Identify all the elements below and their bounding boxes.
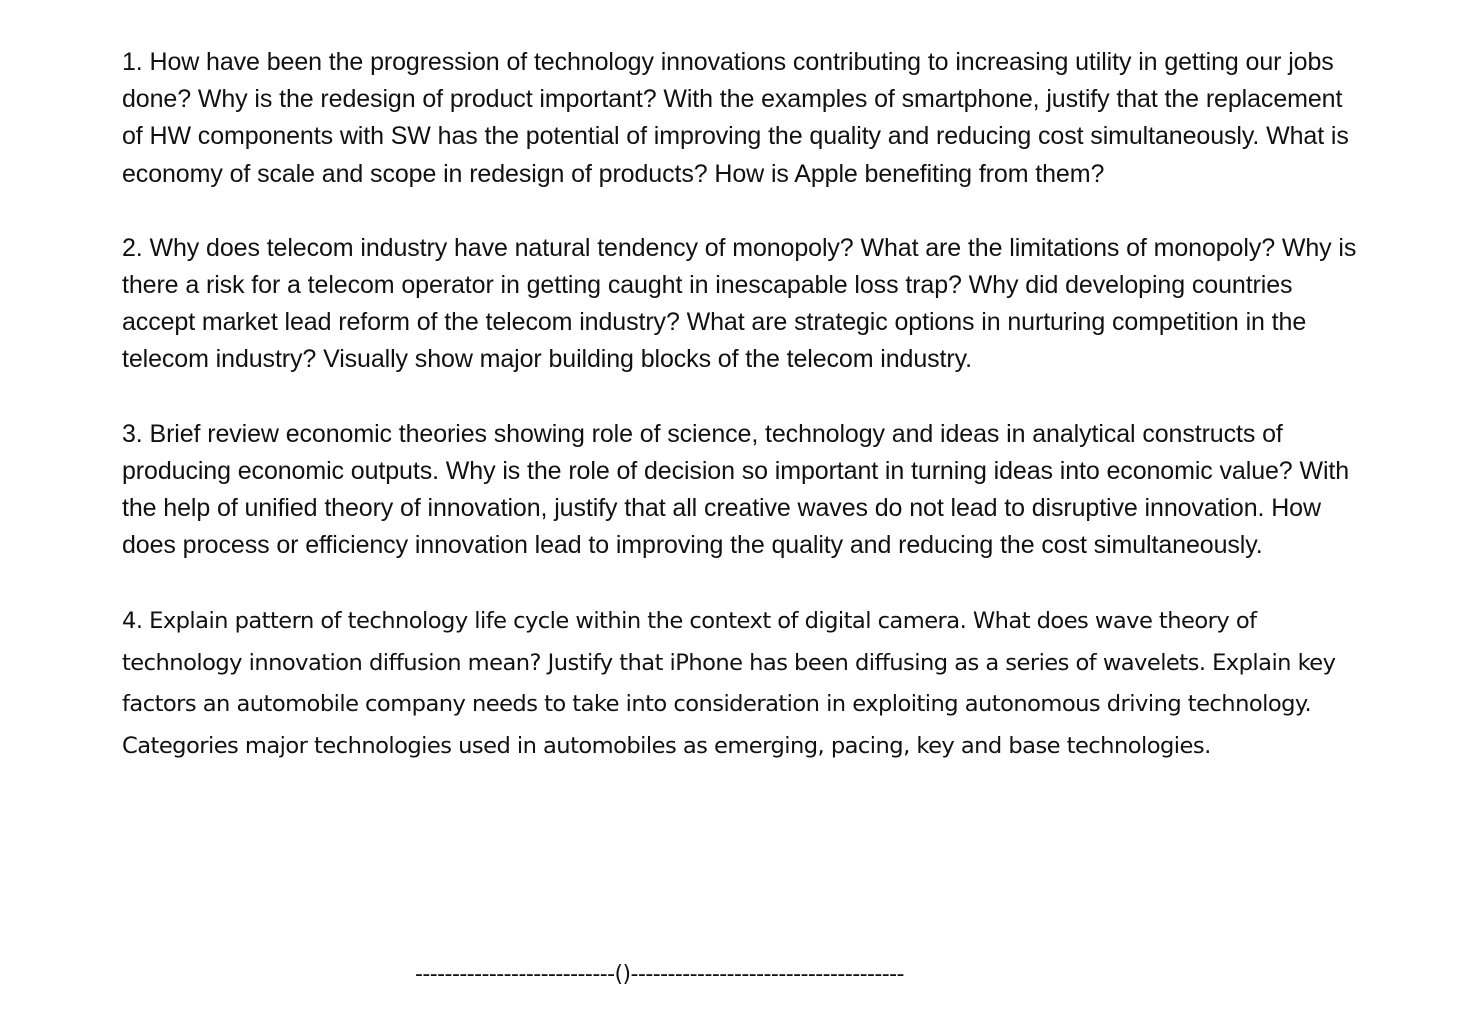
end-marker: ---------------------------()------------------------------------- bbox=[415, 962, 904, 987]
question-list bbox=[122, 44, 1362, 767]
question-1: 1. How have been the progression of technology innovations contributing to increasing utility in getting our jobs done? Why is the redesign of product important? With the examples of smartphone, justify that the replacement of HW components with SW has the potential of improving the quality and reducing cost simultaneously. What is economy of scale and scope in redesign of products? How is Apple benefiting from them? bbox=[122, 48, 1349, 188]
question-2: 2. Why does telecom industry have natural tendency of monopoly? What are the limitations of monopoly? Why is there a risk for a telecom operator in getting caught in inescapable loss trap? Why did developing countries accept market lead reform of the telecom industry? What are strategic options in nurturing competition in the telecom industry? Visually show major building blocks of the telecom industry. bbox=[122, 233, 1357, 374]
question-3: 3. Brief review economic theories showing role of science, technology and ideas in analytical constructs of producing economic outputs. Why is the role of decision so important in turning ideas into economic value? With the help of unified theory of innovation, justify that all creative waves do not lead to disruptive innovation. How does process or efficiency innovation lead to improving the quality and reducing the cost simultaneously. bbox=[122, 419, 1350, 560]
question-4: 4. Explain pattern of technology life cycle within the context of digital camera. What does wave theory of technology innovation diffusion mean? Justify that iPhone has been diffusing as a series of wavelets. Explain key factors an automobile company needs to take into consideration in exploiting autonomous driving technology. Categories major technologies used in automobiles as emerging, pacing, key and base technologies. bbox=[122, 608, 1336, 759]
